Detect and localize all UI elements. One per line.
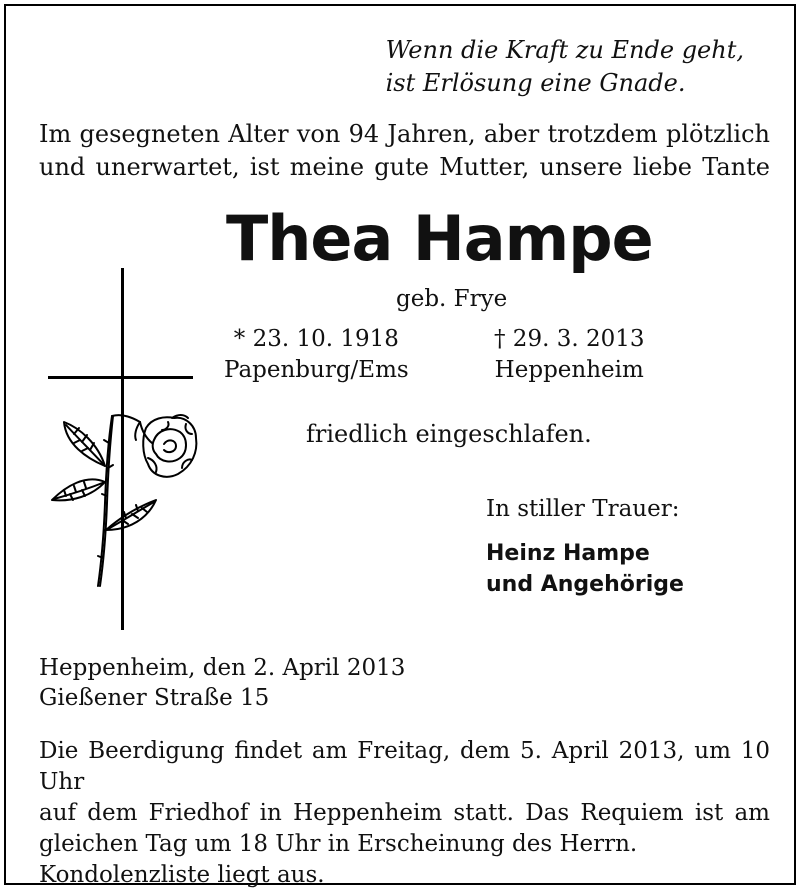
birth-info [224, 324, 409, 386]
death-place: Heppenheim [494, 357, 644, 383]
funeral-line-2: auf dem Friedhof in Heppenheim statt. Das Requiem ist am [39, 800, 770, 826]
intro-text [39, 118, 770, 184]
cross-and-rose-illustration [42, 268, 202, 638]
mourners [486, 538, 684, 600]
death-info [494, 324, 645, 386]
funeral-line-3: gleichen Tag um 18 Uhr in Erscheinung des Herrn. [39, 831, 638, 857]
cross-icon [48, 268, 193, 630]
asleep-text: friedlich eingeschlafen. [306, 420, 592, 448]
rose-icon [52, 415, 196, 586]
birth-place: Papenburg/Ems [224, 357, 409, 383]
motto [386, 34, 744, 100]
mourner-relatives: und Angehörige [486, 572, 684, 597]
motto-line-2: ist Erlösung eine Gnade. [385, 69, 686, 97]
obituary-notice [4, 4, 796, 888]
maiden-name: geb. Frye [396, 286, 508, 312]
birth-date: * 23. 10. 1918 [233, 326, 399, 352]
intro-line-2: und unerwartet, ist meine gute Mutter, unsere liebe Tante [39, 153, 770, 181]
motto-line-1: Wenn die Kraft zu Ende geht, [385, 36, 744, 64]
place-date-line: Heppenheim, den 2. April 2013 [39, 655, 406, 681]
death-date: † 29. 3. 2013 [494, 326, 645, 352]
place-and-date [39, 653, 405, 713]
intro-line-1: Im gesegneten Alter von 94 Jahren, aber trotzdem plötzlich [39, 120, 770, 148]
funeral-line-1: Die Beerdigung findet am Freitag, dem 5. April 2013, um 10 Uhr [39, 738, 770, 795]
address-line: Gießener Straße 15 [39, 685, 270, 711]
mourner-name: Heinz Hampe [486, 541, 650, 566]
funeral-info [39, 736, 770, 891]
funeral-line-4: Kondolenzliste liegt aus. [39, 862, 325, 888]
mourning-label: In stiller Trauer: [486, 496, 680, 522]
deceased-name: Thea Hampe [226, 202, 653, 275]
